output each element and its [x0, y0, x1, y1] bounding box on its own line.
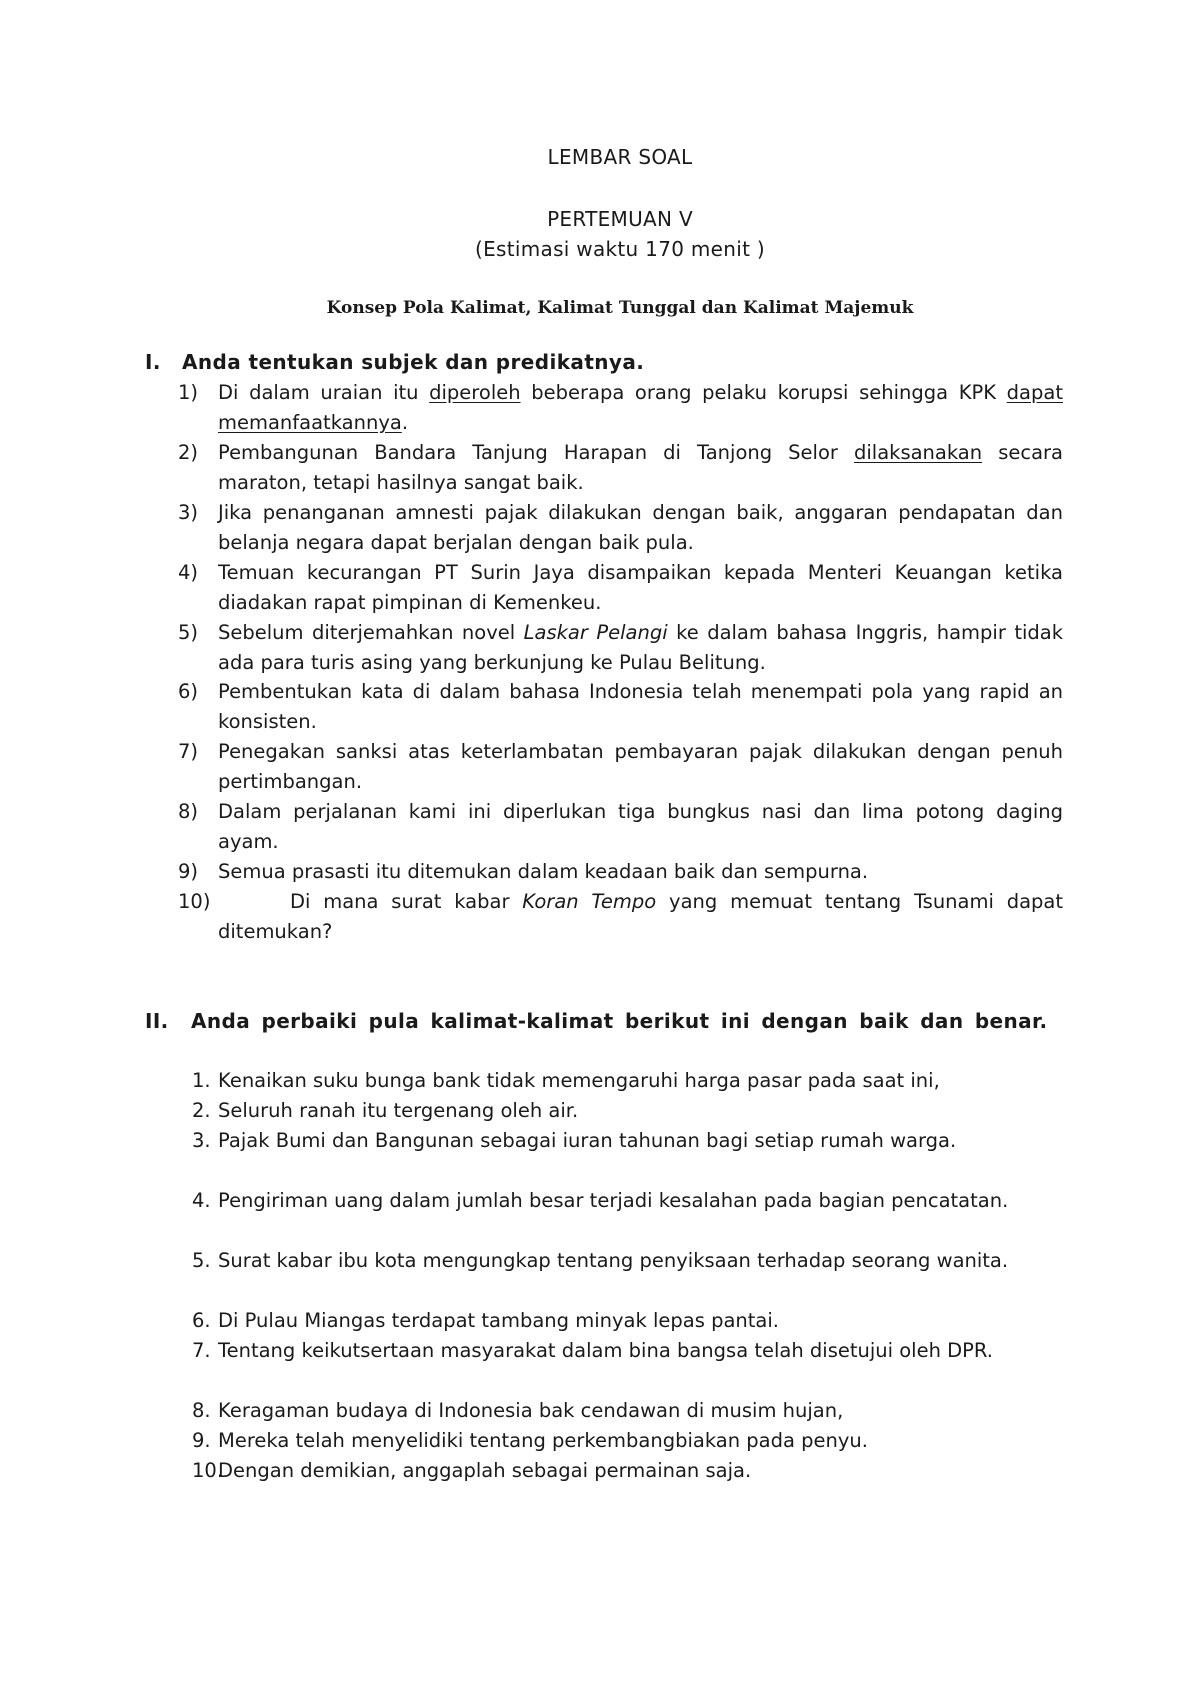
item-number: 4): [178, 561, 199, 584]
item-number: 10.: [192, 1459, 224, 1482]
list-item: [178, 558, 1063, 618]
list-item: [178, 857, 1063, 887]
item-number: 8.: [192, 1399, 211, 1422]
list-item: [178, 887, 1063, 947]
list-item: [178, 1066, 1063, 1096]
item-number: 1.: [192, 1069, 211, 1092]
list-item: [178, 1426, 1063, 1456]
item-text: Di Pulau Miangas terdapat tambang minyak lepas pantai.: [218, 1309, 779, 1332]
list-item: [178, 1306, 1063, 1336]
item-text: Di mana surat kabar Koran Tempo yang memuat tentang Tsunami dapat ditemukan?: [218, 890, 1063, 943]
item-number: 7.: [192, 1339, 211, 1362]
list-item: [178, 618, 1063, 678]
section-1-title: Anda tentukan subjek dan predikatnya.: [182, 350, 645, 374]
item-text: Penegakan sanksi atas keterlambatan pembayaran pajak dilakukan dengan penuh pertimbangan.: [218, 740, 1063, 793]
list-item: [178, 1336, 1063, 1366]
section-2-title: Anda perbaiki pula kalimat-kalimat berikut ini dengan baik dan benar.: [191, 1009, 1048, 1033]
item-number: 5): [178, 621, 199, 644]
section-2-number: II.: [145, 1009, 169, 1033]
item-text: Mereka telah menyelidiki tentang perkembangbiakan pada penyu.: [218, 1429, 868, 1452]
item-text: Keragaman budaya di Indonesia bak cendawan di musim hujan,: [218, 1399, 844, 1422]
item-text: Seluruh ranah itu tergenang oleh air.: [218, 1099, 579, 1122]
item-number: 5.: [192, 1249, 211, 1272]
list-item: [178, 378, 1063, 438]
item-number: 6.: [192, 1309, 211, 1332]
document-title: LEMBAR SOAL: [547, 145, 693, 169]
item-text: Surat kabar ibu kota mengungkap tentang penyiksaan terhadap seorang wanita.: [218, 1249, 1009, 1272]
item-text: Pembentukan kata di dalam bahasa Indonesia telah menempati pola yang rapid an konsisten.: [218, 680, 1063, 733]
item-number: 3): [178, 501, 199, 524]
item-text: Sebelum diterjemahkan novel Laskar Pelangi ke dalam bahasa Inggris, hampir tidak ada para turis asing yang berkunjung ke Pulau Belitung.: [218, 621, 1063, 674]
item-number: 9): [178, 860, 199, 883]
item-number: 3.: [192, 1129, 211, 1152]
item-number: 10): [178, 890, 211, 913]
list-item: [178, 1096, 1063, 1126]
item-text: Jika penanganan amnesti pajak dilakukan dengan baik, anggaran pendapatan dan belanja negara dapat berjalan dengan baik pula.: [218, 501, 1063, 554]
section-1-heading: [145, 350, 644, 374]
list-item: [178, 1126, 1063, 1156]
list-item: [178, 1186, 1063, 1216]
item-number: 2): [178, 441, 199, 464]
item-number: 1): [178, 381, 199, 404]
item-number: 6): [178, 680, 199, 703]
item-text: Semua prasasti itu ditemukan dalam keadaan baik dan sempurna.: [218, 860, 869, 883]
item-text: Dengan demikian, anggaplah sebagai permainan saja.: [218, 1459, 752, 1482]
time-estimate: (Estimasi waktu 170 menit ): [474, 237, 766, 261]
list-item: [178, 498, 1063, 558]
list-item: [178, 797, 1063, 857]
item-text: Pengiriman uang dalam jumlah besar terjadi kesalahan pada bagian pencatatan.: [218, 1189, 1009, 1212]
list-item: [178, 1456, 1063, 1486]
topic-subtitle: Konsep Pola Kalimat, Kalimat Tunggal dan Kalimat Majemuk: [326, 298, 914, 318]
item-number: 8): [178, 800, 199, 823]
item-text: Temuan kecurangan PT Surin Jaya disampaikan kepada Menteri Keuangan ketika diadakan rapat pimpinan di Kemenkeu.: [218, 561, 1063, 614]
item-text: Tentang keikutsertaan masyarakat dalam bina bangsa telah disetujui oleh DPR.: [218, 1339, 993, 1362]
list-item: [178, 1396, 1063, 1426]
item-number: 9.: [192, 1429, 211, 1452]
section-1-number: I.: [145, 350, 161, 374]
item-number: 2.: [192, 1099, 211, 1122]
list-item: [178, 677, 1063, 737]
item-text: Dalam perjalanan kami ini diperlukan tiga bungkus nasi dan lima potong daging ayam.: [218, 800, 1063, 853]
list-item: [178, 1246, 1063, 1276]
list-item: [178, 737, 1063, 797]
meeting-label: PERTEMUAN V: [547, 207, 693, 231]
item-text: Di dalam uraian itu diperoleh beberapa orang pelaku korupsi sehingga KPK dapat memanfaatkannya.: [218, 381, 1063, 434]
item-number: 7): [178, 740, 199, 763]
item-number: 4.: [192, 1189, 211, 1212]
item-text: Kenaikan suku bunga bank tidak memengaruhi harga pasar pada saat ini,: [218, 1069, 940, 1092]
item-text: Pembangunan Bandara Tanjung Harapan di Tanjong Selor dilaksanakan secara maraton, tetapi hasilnya sangat baik.: [218, 441, 1063, 494]
section-2-heading: [145, 1006, 1063, 1036]
item-text: Pajak Bumi dan Bangunan sebagai iuran tahunan bagi setiap rumah warga.: [218, 1129, 957, 1152]
list-item: [178, 438, 1063, 498]
